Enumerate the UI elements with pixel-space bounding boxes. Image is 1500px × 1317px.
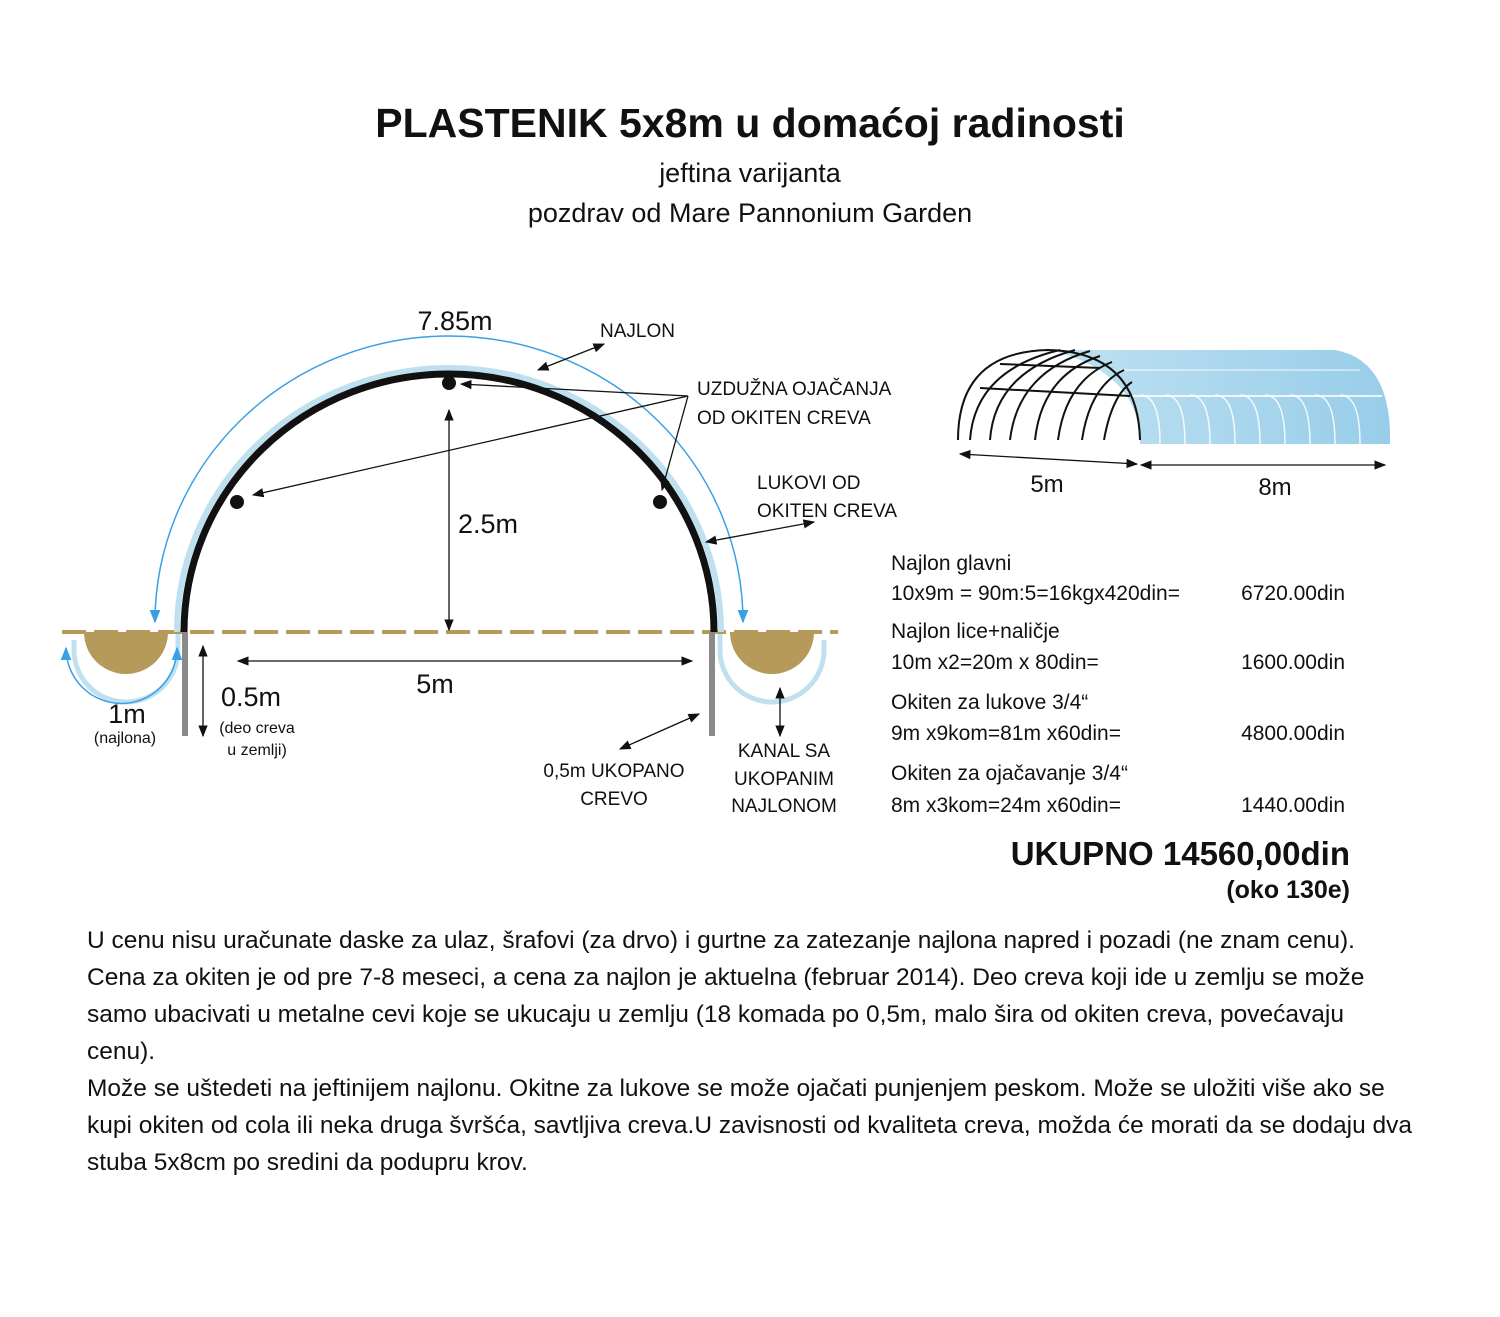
film-note-label: (najlona) [93, 730, 157, 747]
arches-label-2: OKITEN CREVA [757, 501, 898, 522]
reinforcement-dot-right [653, 495, 667, 509]
cost-calc: 8m x3kom=24m x60din= [891, 794, 1121, 817]
cost-item [891, 620, 1345, 674]
total-price-eur: (oko 130e) [1226, 876, 1350, 904]
note-paragraph: Može se uštedeti na jeftinijem najlonu. Okitne za lukove se može ojačati punjenjem peskom. Može se uložiti više ako se kupi okiten od cola ili neka druga švršća, savtljiva creva.U zavisnosti od kvaliteta creva, možda će morati da se dodaju dva stuba 5x8cm po sredini da podupru krov. [87, 1075, 1413, 1176]
cost-amount: 6720.00din [1241, 582, 1345, 605]
buried-label-1: 0,5m UKOPANO [543, 761, 685, 782]
reinforcement-dot-left [230, 495, 244, 509]
reinforcement-label-1: UZDUŽNA OJAČANJA [697, 379, 892, 400]
subtitle: jeftina varijanta [659, 158, 841, 188]
cross-section [62, 306, 897, 817]
trench-right [730, 632, 814, 674]
width-label: 5m [416, 669, 454, 699]
perspective-width-label: 5m [1030, 471, 1064, 498]
arc-length-label: 7.85m [417, 306, 493, 336]
channel-label-3: NAJLONOM [731, 796, 837, 817]
total-price: UKUPNO 14560,00din [1010, 835, 1350, 872]
trench-left [84, 632, 168, 674]
cost-name: Okiten za lukove 3/4“ [891, 691, 1089, 714]
cost-amount: 1600.00din [1241, 651, 1345, 674]
depth-label: 0.5m [221, 682, 282, 712]
reinforcement-dot-top [442, 376, 456, 390]
cost-calc: 10x9m = 90m:5=16kgx420din= [891, 582, 1180, 605]
cost-name: Okiten za ojačavanje 3/4“ [891, 762, 1128, 785]
cost-calc: 9m x9kom=81m x60din= [891, 722, 1121, 745]
cost-calc: 10m x2=20m x 80din= [891, 651, 1099, 674]
cost-name: Najlon glavni [891, 552, 1012, 575]
perspective-length-label: 8m [1258, 474, 1292, 501]
najlon-label: NAJLON [600, 321, 675, 342]
reinforcement-label-2: OD OKITEN CREVA [697, 408, 871, 429]
depth-note-2: u zemlji) [227, 742, 287, 759]
note-paragraph: U cenu nisu uračunate daske za ulaz, šrafovi (za drvo) i gurtne za zatezanje najlona napred i pozadi (ne znam cenu). Cena za okiten je od pre 7-8 meseci, a cena za najlon je aktuelna (februar 2014). Deo creva koji ide u zemlju se može samo ubacivati u metalne cevi koje se ukucaju u zemlju (18 komada po 0,5m, malo šira od okiten creva, povećavaju cenu). [87, 927, 1365, 1065]
channel-label-2: UKOPANIM [734, 769, 834, 790]
cost-name: Najlon lice+naličje [891, 620, 1060, 643]
greenhouse-perspective [958, 350, 1390, 501]
cost-item [891, 552, 1345, 605]
depth-note-1: (deo creva [219, 720, 295, 737]
subtitle-greeting: pozdrav od Mare Pannonium Garden [527, 198, 973, 228]
cost-item [891, 762, 1345, 817]
buried-label-2: CREVO [580, 789, 648, 810]
page-title: PLASTENIK 5x8m u domaćoj radinosti [375, 100, 1125, 146]
film-length-label: 1m [108, 699, 146, 729]
arches-label-1: LUKOVI OD [757, 473, 861, 494]
height-label: 2.5m [458, 509, 519, 539]
channel-label-1: KANAL SA [737, 741, 831, 762]
perspective-width-dimension [960, 454, 1137, 464]
cost-amount: 4800.00din [1241, 722, 1345, 745]
cost-amount: 1440.00din [1241, 794, 1345, 817]
cost-item [891, 691, 1345, 745]
